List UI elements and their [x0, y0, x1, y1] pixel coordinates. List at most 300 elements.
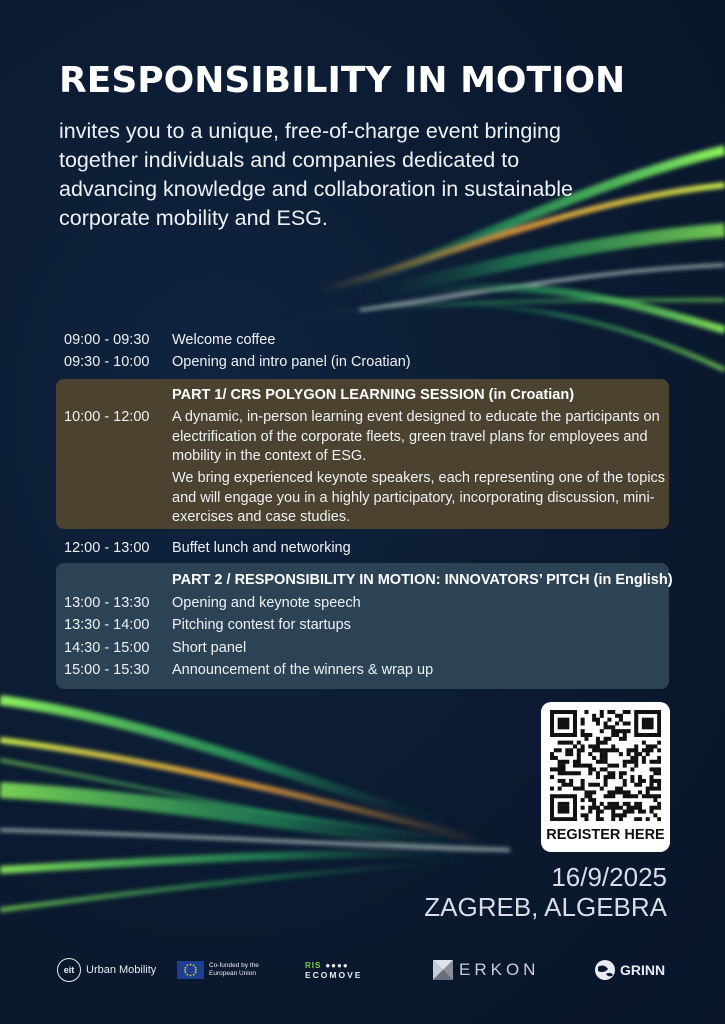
qr-module [558, 725, 562, 729]
qr-module [604, 775, 608, 779]
qr-module [588, 783, 592, 787]
qr-module [558, 794, 562, 798]
qr-module [596, 760, 600, 764]
qr-module [561, 783, 565, 787]
qr-module [657, 748, 661, 752]
qr-module [627, 802, 631, 806]
qr-module [607, 790, 611, 794]
eu-logo [177, 950, 269, 990]
qr-module [657, 721, 661, 725]
qr-module [592, 714, 596, 718]
qr-module [558, 817, 562, 821]
qr-module [581, 764, 585, 768]
qr-module [653, 787, 657, 791]
qr-module [554, 756, 558, 760]
qr-module [604, 752, 608, 756]
qr-module [592, 718, 596, 722]
qr-module [558, 802, 562, 806]
qr-module [623, 729, 627, 733]
qr-module [630, 748, 634, 752]
qr-module [657, 783, 661, 787]
ris-ecomove-logo [305, 950, 362, 990]
qr-module [550, 756, 554, 760]
qr-module [596, 771, 600, 775]
schedule-time: 12:00 - 13:00 [64, 540, 150, 556]
qr-module [611, 806, 615, 810]
qr-module [642, 810, 646, 814]
qr-module [588, 744, 592, 748]
eu-text: Co-funded by the European Union [209, 962, 259, 977]
register-qr-box[interactable] [541, 702, 670, 852]
qr-module [642, 779, 646, 783]
qr-module [619, 729, 623, 733]
qr-module [657, 714, 661, 718]
qr-module [634, 725, 638, 729]
qr-module [550, 802, 554, 806]
qr-module [650, 779, 654, 783]
qr-module [550, 725, 554, 729]
qr-module [565, 721, 569, 725]
qr-module [604, 779, 608, 783]
qr-module [657, 760, 661, 764]
qr-module [581, 806, 585, 810]
qr-module [550, 813, 554, 817]
qr-module [554, 794, 558, 798]
qr-module [611, 790, 615, 794]
qr-module [657, 806, 661, 810]
qr-module [561, 794, 565, 798]
qr-module [600, 710, 604, 714]
qr-module [558, 710, 562, 714]
qr-module [550, 714, 554, 718]
qr-module [558, 748, 562, 752]
qr-module [630, 779, 634, 783]
qr-module [569, 779, 573, 783]
qr-module [558, 760, 562, 764]
qr-module [634, 744, 638, 748]
qr-module [634, 729, 638, 733]
qr-module [611, 725, 615, 729]
qr-module [607, 806, 611, 810]
eit-text: Urban Mobility [86, 964, 157, 976]
qr-module [565, 718, 569, 722]
event-title: RESPONSIBILITY IN MOTION [59, 60, 626, 101]
qr-module [627, 790, 631, 794]
qr-module [588, 733, 592, 737]
qr-module [653, 710, 657, 714]
qr-module [561, 721, 565, 725]
qr-module [650, 748, 654, 752]
qr-module [642, 710, 646, 714]
part2-title: PART 2 / RESPONSIBILITY IN MOTION: INNOVATORS’ PITCH (in English) [172, 572, 673, 588]
qr-module [565, 806, 569, 810]
qr-module [573, 760, 577, 764]
qr-module [657, 787, 661, 791]
qr-module [604, 760, 608, 764]
qr-module [623, 733, 627, 737]
qr-module [634, 764, 638, 768]
qr-module [565, 810, 569, 814]
qr-module [611, 744, 615, 748]
qr-module [653, 794, 657, 798]
qr-module [600, 767, 604, 771]
qr-module [619, 790, 623, 794]
qr-module [581, 783, 585, 787]
qr-module [569, 741, 573, 745]
qr-module [592, 802, 596, 806]
qr-module [650, 744, 654, 748]
qr-module [607, 794, 611, 798]
qr-module [581, 721, 585, 725]
qr-module [596, 775, 600, 779]
qr-module [657, 733, 661, 737]
qr-module [592, 767, 596, 771]
qr-module [642, 760, 646, 764]
qr-module [627, 721, 631, 725]
qr-module [588, 790, 592, 794]
qr-module [650, 718, 654, 722]
qr-module [561, 817, 565, 821]
qr-module [657, 710, 661, 714]
qr-module [596, 813, 600, 817]
qr-module [550, 798, 554, 802]
qr-module [657, 741, 661, 745]
eit-urban-mobility-logo [57, 950, 156, 990]
qr-module [561, 802, 565, 806]
qr-module [630, 810, 634, 814]
qr-module [550, 767, 554, 771]
qr-module [657, 756, 661, 760]
qr-module [611, 813, 615, 817]
schedule-desc: Buffet lunch and networking [172, 540, 351, 556]
qr-module [604, 806, 608, 810]
qr-module [646, 725, 650, 729]
qr-module [554, 710, 558, 714]
qr-module [581, 813, 585, 817]
qr-module [607, 775, 611, 779]
qr-module [569, 752, 573, 756]
qr-module [630, 806, 634, 810]
qr-module [577, 756, 581, 760]
qr-module [653, 813, 657, 817]
qr-module [569, 733, 573, 737]
qr-module [634, 794, 638, 798]
qr-module [558, 767, 562, 771]
qr-module [561, 741, 565, 745]
qr-module [577, 760, 581, 764]
qr-module [650, 787, 654, 791]
qr-module [573, 729, 577, 733]
schedule-time: 09:30 - 10:00 [64, 354, 150, 370]
erkon-text: ERKON [459, 960, 540, 979]
qr-module [558, 771, 562, 775]
qr-module [657, 802, 661, 806]
qr-module [573, 771, 577, 775]
qr-module [581, 718, 585, 722]
qr-module [581, 733, 585, 737]
schedule-desc: Announcement of the winners & wrap up [172, 662, 434, 678]
qr-module [638, 783, 642, 787]
qr-module [565, 748, 569, 752]
qr-module [607, 725, 611, 729]
qr-module [627, 794, 631, 798]
qr-module [550, 806, 554, 810]
qr-module [642, 725, 646, 729]
qr-module [573, 714, 577, 718]
qr-module [611, 771, 615, 775]
qr-module [646, 790, 650, 794]
qr-module [592, 748, 596, 752]
qr-module [653, 733, 657, 737]
qr-module [650, 721, 654, 725]
qr-module [550, 817, 554, 821]
qr-module [573, 794, 577, 798]
qr-module [604, 725, 608, 729]
qr-module [588, 794, 592, 798]
qr-module [634, 721, 638, 725]
qr-module [604, 737, 608, 741]
part1-speakers-text: We bring experienced keynote speakers, each representing one of the topics and will engage you in a highly participatory, incorporating discussion, mini-exercises and case studies. [172, 470, 666, 525]
qr-module [588, 764, 592, 768]
part2-panel [56, 563, 673, 689]
qr-module [561, 733, 565, 737]
qr-module [657, 794, 661, 798]
qr-module [657, 817, 661, 821]
qr-module [588, 767, 592, 771]
qr-module [611, 764, 615, 768]
qr-module [607, 771, 611, 775]
qr-module [638, 810, 642, 814]
qr-module [600, 760, 604, 764]
qr-module [558, 779, 562, 783]
qr-module [592, 806, 596, 810]
qr-module [584, 737, 588, 741]
qr-module [619, 752, 623, 756]
qr-module [565, 794, 569, 798]
schedule-row [64, 595, 361, 611]
grinn-text: GRINN [620, 962, 666, 978]
qr-module [588, 752, 592, 756]
qr-module [584, 733, 588, 737]
qr-code-icon[interactable] [550, 710, 661, 821]
qr-module [558, 787, 562, 791]
qr-module [561, 718, 565, 722]
qr-module [611, 729, 615, 733]
qr-module [634, 806, 638, 810]
qr-module [569, 794, 573, 798]
qr-module [607, 737, 611, 741]
qr-module [592, 744, 596, 748]
qr-module [642, 721, 646, 725]
qr-module [657, 779, 661, 783]
qr-module [565, 817, 569, 821]
qr-module [646, 752, 650, 756]
qr-module [565, 725, 569, 729]
qr-module [619, 718, 623, 722]
qr-module [634, 783, 638, 787]
qr-module [653, 767, 657, 771]
qr-module [561, 779, 565, 783]
event-subtitle: invites you to a unique, free-of-charge event bringing together individuals and companies dedicated to advancing knowledge and collaboration in sustainable corporate mobility and ESG. [59, 119, 573, 230]
part1-panel [56, 379, 669, 529]
qr-module [638, 779, 642, 783]
qr-module [596, 741, 600, 745]
qr-module [619, 806, 623, 810]
qr-module [565, 802, 569, 806]
qr-module [584, 813, 588, 817]
qr-module [573, 787, 577, 791]
qr-module [596, 718, 600, 722]
qr-module [646, 748, 650, 752]
qr-module [638, 775, 642, 779]
qr-module [634, 733, 638, 737]
qr-module [646, 794, 650, 798]
qr-module [600, 756, 604, 760]
qr-module [627, 810, 631, 814]
qr-module [657, 771, 661, 775]
event-location: ZAGREB, ALGEBRA [424, 892, 667, 922]
qr-module [565, 741, 569, 745]
qr-module [646, 817, 650, 821]
qr-module [573, 802, 577, 806]
qr-module [615, 721, 619, 725]
qr-module [577, 748, 581, 752]
qr-module [607, 710, 611, 714]
qr-module [581, 748, 585, 752]
qr-module [623, 779, 627, 783]
qr-module [550, 794, 554, 798]
qr-module [627, 760, 631, 764]
qr-module [615, 733, 619, 737]
qr-module [573, 798, 577, 802]
qr-module [634, 756, 638, 760]
qr-module [584, 817, 588, 821]
qr-module [573, 810, 577, 814]
qr-module [565, 760, 569, 764]
qr-module [623, 794, 627, 798]
qr-module [581, 729, 585, 733]
event-date: 16/9/2025 [551, 862, 667, 892]
qr-module [584, 794, 588, 798]
qr-module [573, 721, 577, 725]
qr-module [650, 767, 654, 771]
qr-module [588, 798, 592, 802]
qr-module [565, 752, 569, 756]
qr-module [569, 783, 573, 787]
qr-module [581, 779, 585, 783]
qr-module [634, 748, 638, 752]
qr-module [550, 710, 554, 714]
qr-module [642, 756, 646, 760]
qr-module [573, 710, 577, 714]
qr-module [596, 806, 600, 810]
qr-module [596, 810, 600, 814]
qr-module [573, 733, 577, 737]
qr-module [561, 710, 565, 714]
qr-module [600, 714, 604, 718]
qr-module [577, 741, 581, 745]
qr-module [615, 714, 619, 718]
qr-module [642, 794, 646, 798]
qr-module [565, 771, 569, 775]
qr-module [619, 775, 623, 779]
qr-module [619, 714, 623, 718]
register-label[interactable]: REGISTER HERE [546, 827, 665, 843]
qr-module [604, 794, 608, 798]
qr-module [630, 794, 634, 798]
qr-module [650, 733, 654, 737]
qr-module [558, 718, 562, 722]
qr-module [642, 733, 646, 737]
qr-module [577, 771, 581, 775]
qr-module [634, 718, 638, 722]
schedule-row [64, 617, 351, 633]
qr-module [600, 817, 604, 821]
qr-module [592, 798, 596, 802]
qr-module [638, 806, 642, 810]
qr-module [592, 756, 596, 760]
qr-module [600, 802, 604, 806]
qr-module [584, 710, 588, 714]
qr-module [623, 810, 627, 814]
qr-module [561, 810, 565, 814]
qr-module [550, 752, 554, 756]
qr-module [619, 787, 623, 791]
qr-module [653, 806, 657, 810]
qr-module [607, 748, 611, 752]
qr-module [581, 744, 585, 748]
qr-module [561, 764, 565, 768]
schedule-row [64, 662, 433, 678]
qr-module [592, 783, 596, 787]
qr-module [642, 741, 646, 745]
qr-module [573, 718, 577, 722]
qr-module [646, 721, 650, 725]
qr-module [638, 752, 642, 756]
qr-module [604, 756, 608, 760]
qr-module [596, 721, 600, 725]
qr-module [611, 817, 615, 821]
qr-module [554, 817, 558, 821]
qr-module [615, 764, 619, 768]
qr-module [653, 798, 657, 802]
qr-module [573, 725, 577, 729]
schedule-row [64, 640, 246, 656]
qr-module [638, 733, 642, 737]
qr-module [550, 729, 554, 733]
qr-module [600, 748, 604, 752]
qr-module [623, 710, 627, 714]
qr-module [561, 725, 565, 729]
qr-module [638, 802, 642, 806]
schedule-row [64, 330, 275, 350]
qr-module [638, 710, 642, 714]
qr-module [584, 764, 588, 768]
qr-module [650, 783, 654, 787]
schedule-desc: Short panel [172, 640, 247, 656]
qr-module [565, 733, 569, 737]
qr-module [596, 783, 600, 787]
qr-module [650, 775, 654, 779]
qr-module [569, 817, 573, 821]
qr-module [630, 756, 634, 760]
qr-module [623, 721, 627, 725]
qr-module [558, 764, 562, 768]
qr-module [627, 710, 631, 714]
qr-module [569, 771, 573, 775]
qr-module [646, 787, 650, 791]
qr-module [653, 760, 657, 764]
